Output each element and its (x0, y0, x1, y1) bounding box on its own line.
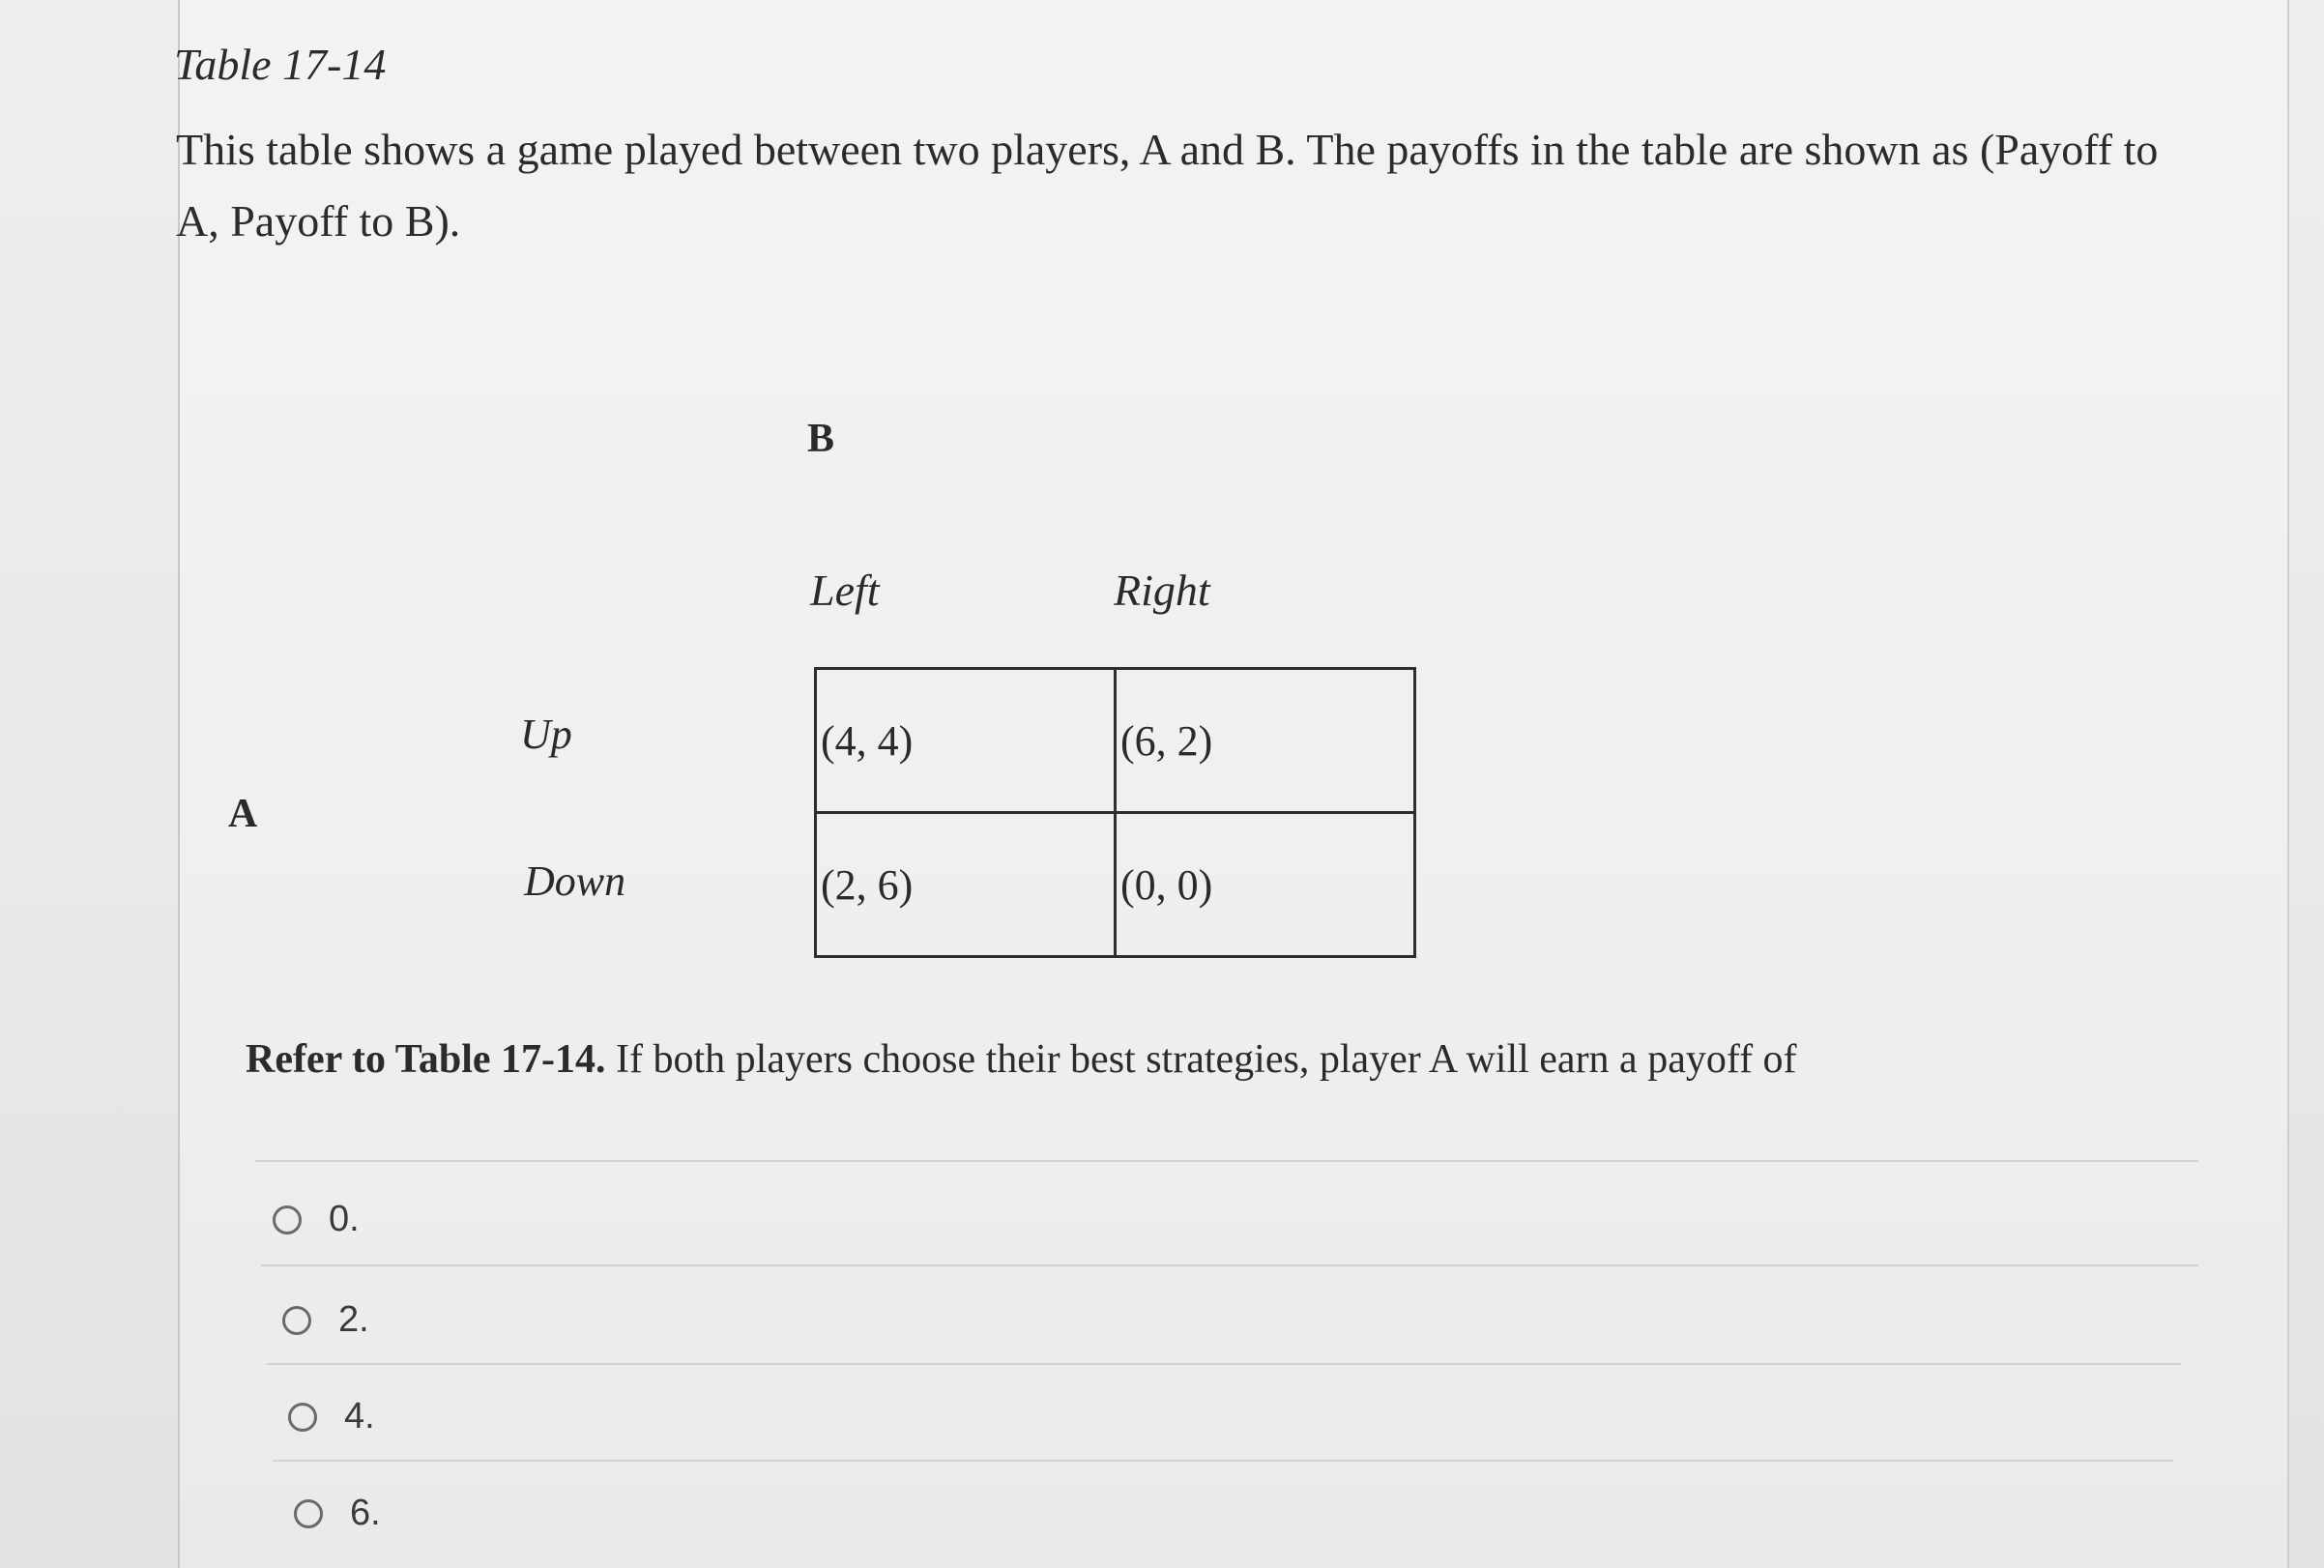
separator (255, 1160, 2198, 1162)
question-body: If both players choose their best strategies, player A will earn a payoff of (605, 1037, 1797, 1082)
column-header-right: Right (1114, 566, 1210, 615)
payoff-matrix (814, 667, 1416, 958)
player-a-label: A (228, 792, 258, 836)
table-title: Table 17-14 (174, 40, 387, 89)
radio-circle-icon[interactable] (282, 1306, 311, 1335)
description-line-1: This table shows a game played between two players, A and B. The payoffs in the table are shown as (Payoff to (176, 125, 2159, 174)
question-reference: Refer to Table 17-14. (246, 1037, 606, 1082)
separator (261, 1264, 2198, 1266)
matrix-row-down (816, 813, 1415, 957)
option-label: 6. (350, 1493, 381, 1533)
row-header-up: Up (520, 711, 572, 758)
matrix-row-up (816, 669, 1415, 813)
option-0[interactable] (273, 1199, 360, 1240)
option-label: 4. (344, 1396, 375, 1437)
radio-circle-icon[interactable] (273, 1205, 302, 1234)
cell-up-left: (4, 4) (816, 669, 1116, 813)
separator (267, 1363, 2181, 1365)
option-2[interactable] (282, 1299, 369, 1341)
option-label: 2. (338, 1299, 369, 1340)
cell-down-left: (2, 6) (816, 813, 1116, 957)
table-description (176, 114, 2283, 257)
cell-up-right: (6, 2) (1116, 669, 1415, 813)
option-label: 0. (329, 1199, 360, 1239)
radio-circle-icon[interactable] (288, 1403, 317, 1432)
separator (273, 1460, 2173, 1462)
column-header-left: Left (810, 566, 880, 615)
row-header-down: Down (524, 857, 626, 905)
question-text (246, 1036, 1797, 1083)
player-b-label: B (807, 417, 835, 461)
option-4[interactable] (288, 1396, 375, 1437)
option-6[interactable] (294, 1493, 381, 1534)
description-line-2: A, Payoff to B). (176, 196, 461, 246)
radio-circle-icon[interactable] (294, 1499, 323, 1528)
cell-down-right: (0, 0) (1116, 813, 1415, 957)
